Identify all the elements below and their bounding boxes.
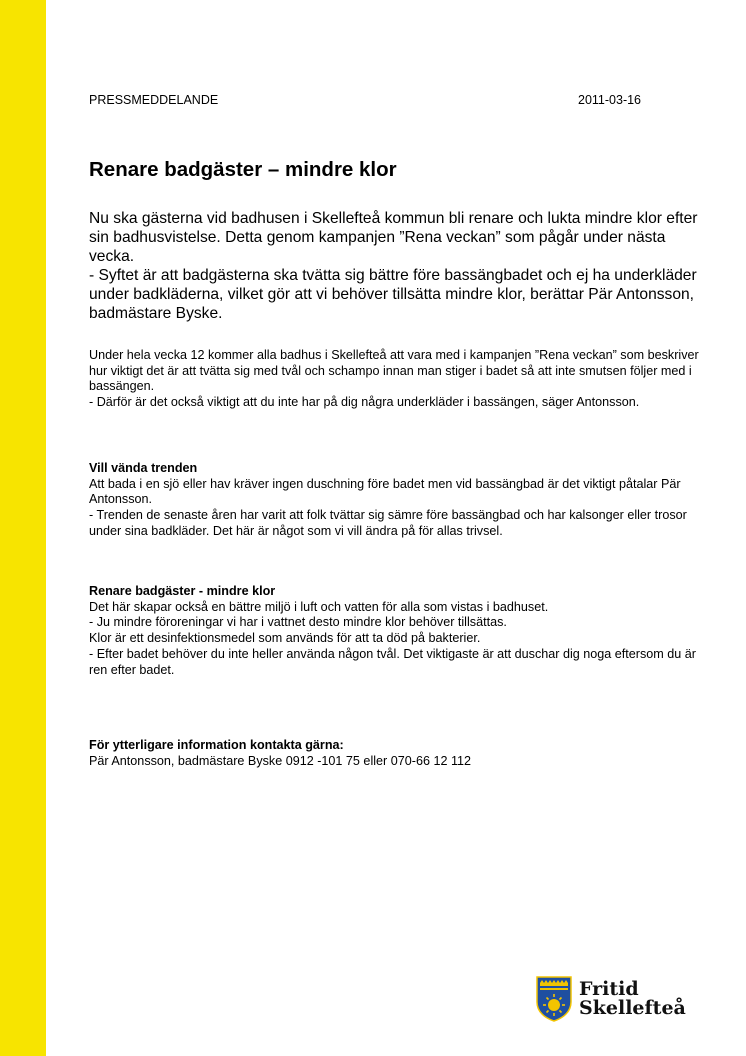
contact-heading: För ytterligare information kontakta gärna:	[89, 738, 344, 752]
logo-wordmark	[579, 980, 686, 1018]
section-heading: Renare badgäster - mindre klor	[89, 584, 276, 598]
coat-of-arms-icon	[536, 976, 572, 1022]
body-paragraph: Under hela vecka 12 kommer alla badhus i Skellefteå att vara med i kampanjen ”Rena veckan” som beskriver hur viktigt det är att tvätta sig med tvål och schampo innan man stiger i badet så att inte smutsen följer med i bassängen.	[89, 348, 699, 394]
body-paragraph: - Ju mindre föroreningar vi har i vattnet desto mindre klor behöver tillsättas.	[89, 615, 507, 630]
section-heading: Vill vända trenden	[89, 461, 198, 475]
body-paragraph: Det här skapar också en bättre miljö i luft och vatten för alla som vistas i badhuset.	[89, 599, 549, 614]
lead-paragraph: Nu ska gästerna vid badhusen i Skellefteå kommun bli renare och lukta mindre klor efter sin badhusvistelse. Detta genom kampanjen ”Rena veckan” som pågår under nästa vecka.	[89, 210, 698, 265]
body-paragraph: Att bada i en sjö eller hav kräver ingen duschning före badet men vid bassängbad är det viktigt påtalar Pär Antonsson.	[89, 476, 681, 507]
document-date: 2011-03-16	[578, 93, 642, 107]
body-paragraph: - Därför är det också viktigt att du inte har på dig några underkläder i bassängen, säger Antonsson.	[89, 395, 640, 410]
page-title: Renare badgäster – mindre klor	[89, 158, 397, 181]
body-paragraph: - Efter badet behöver du inte heller använda någon tvål. Det viktigaste är att duschar dig noga eftersom du är ren efter badet.	[89, 646, 696, 677]
contact-section	[89, 738, 709, 769]
body-paragraph: Klor är ett desinfektionsmedel som används för att ta död på bakterier.	[89, 631, 481, 646]
body-paragraph: - Trenden de senaste åren har varit att folk tvättar sig sämre före bassängbad och har kalsonger eller trosor under sina badkläder. Det här är något som vi vill ändra på för allas trivsel.	[89, 508, 687, 538]
contact-line: Pär Antonsson, badmästare Byske 0912 -101 75 eller 070-66 12 112	[89, 753, 472, 768]
lead-paragraph: - Syftet är att badgästerna ska tvätta sig bättre före bassängbadet och ej ha underkläder under badkläderna, vilket gör att vi behöver tillsätta mindre klor, berättar Pär Antonsson, badmästare Byske.	[89, 267, 697, 322]
logo-line-skelleftea: Skellefteå	[579, 997, 686, 1019]
document-type-label: PRESSMEDDELANDE	[89, 93, 219, 107]
fritid-skelleftea-logo	[536, 976, 686, 1022]
logo-line-fritid: Fritid	[579, 978, 639, 1000]
section-renare-badgaster	[89, 584, 709, 678]
intro-section	[89, 348, 709, 411]
yellow-side-stripe	[0, 0, 46, 1056]
lead-section	[89, 209, 699, 323]
section-vill-vanda-trenden	[89, 461, 709, 540]
